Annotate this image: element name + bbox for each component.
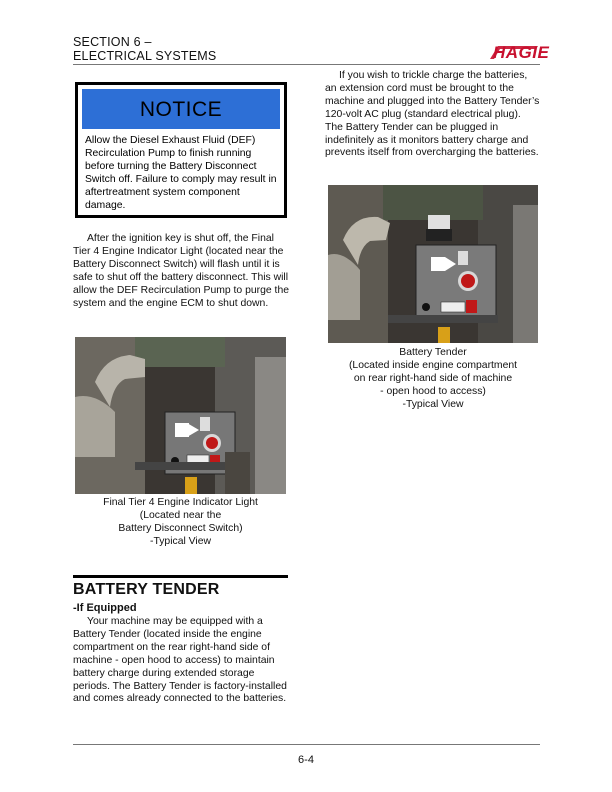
- if-equipped-subheading: -If Equipped: [73, 602, 137, 614]
- battery-tender-paragraph: [73, 616, 289, 706]
- caption-line: (Located near the: [139, 509, 222, 521]
- section-name: ELECTRICAL SYSTEMS: [73, 49, 217, 63]
- trickle-charge-text: If you wish to trickle charge the batteries, an extension cord must be brought to the machine and plugged into the Battery Tender’s 120-volt AC plug (standard electrical plug). The Battery Tender can be plugged in indefinitely as it monitors battery charge and prevents itself from overcharging the batteries.: [325, 70, 540, 159]
- caption-line: Battery Tender: [399, 347, 467, 358]
- notice-title: NOTICE: [82, 89, 280, 129]
- caption-line: (Located inside engine compartment: [348, 359, 518, 371]
- caption-line: - open hood to access): [380, 385, 486, 397]
- caption-line: Final Tier 4 Engine Indicator Light: [103, 497, 258, 508]
- indicator-light-text: After the ignition key is shut off, the Final Tier 4 Engine Indicator Light (located near the Battery Disconnect Switch) will flash until it is safe to shut off the battery disconnect. This will allow the DEF Recirculation Pump to purge the system and the engine ECM to shut down.: [73, 233, 290, 309]
- page-number: 6-4: [298, 754, 314, 766]
- figure2-caption: [328, 347, 538, 412]
- caption-line: Battery Disconnect Switch): [118, 522, 243, 534]
- caption-line: on rear right-hand side of machine: [353, 372, 513, 384]
- figure1-caption: [75, 497, 286, 549]
- battery-tender-text: Your machine may be equipped with a Battery Tender (located inside the engine compartment on the rear right-hand side of machine - open hood to access) to maintain battery charge during extended storage periods. The Battery Tender is factory-installed and comes already connected to the batteries.: [73, 616, 287, 705]
- header-divider: [73, 64, 540, 65]
- hagie-logo: [488, 40, 550, 62]
- section-title: [73, 35, 216, 63]
- section-number: SECTION 6 –: [73, 35, 152, 49]
- indicator-light-paragraph: [73, 233, 289, 310]
- logo-text: HAGIE: [493, 43, 550, 62]
- indicator-light-photo: [75, 337, 286, 494]
- battery-tender-image: [328, 185, 538, 343]
- footer-divider: [73, 744, 540, 745]
- battery-tender-photo: [328, 185, 538, 343]
- battery-tender-heading: BATTERY TENDER: [73, 581, 220, 598]
- trickle-charge-paragraph: [325, 70, 541, 160]
- caption-line: -Typical View: [402, 398, 464, 410]
- notice-box: [75, 82, 287, 218]
- caption-line: -Typical View: [149, 535, 212, 547]
- notice-body: Allow the Diesel Exhaust Fluid (DEF) Recirculation Pump to finish running before turning the Battery Disconnect Switch off. Failure to comply may result in aftertreatment system component damage.: [85, 135, 277, 211]
- engine-compartment-image: [75, 337, 286, 494]
- section-rule: [73, 575, 288, 578]
